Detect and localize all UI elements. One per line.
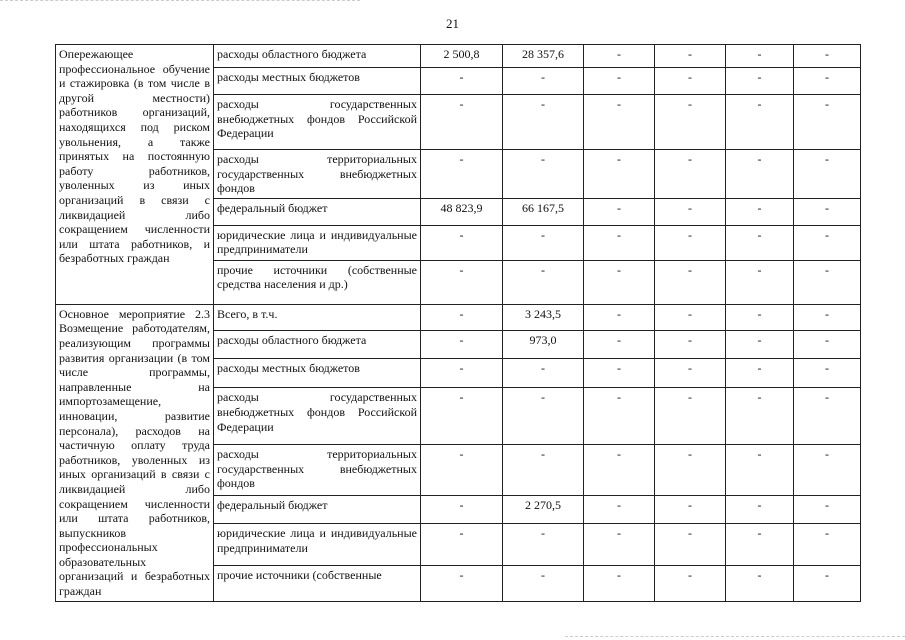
amount-cell: 973,0 [503,330,584,358]
amount-cell: - [655,198,726,225]
amount-cell: - [655,225,726,260]
amount-cell: - [726,495,794,523]
amount-cell: - [794,260,861,304]
funding-source: юридические лица и индивидуальные предприниматели [214,524,421,566]
amount-cell: - [794,225,861,260]
amount-cell: - [655,304,726,330]
amount-cell: - [655,95,726,150]
amount-cell: - [655,330,726,358]
amount-cell: - [726,198,794,225]
amount-cell: - [503,388,584,444]
amount-cell: - [726,330,794,358]
amount-cell: - [421,260,503,304]
amount-cell: - [726,260,794,304]
amount-cell: - [655,260,726,304]
amount-cell: - [655,150,726,199]
amount-cell: - [794,198,861,225]
amount-cell: - [655,45,726,68]
funding-source: федеральный бюджет [214,495,421,523]
funding-source: расходы территориальных государственных внебюджетных фондов [214,150,421,199]
amount-cell: - [421,388,503,444]
funding-source: расходы областного бюджета [214,330,421,358]
amount-cell: - [421,330,503,358]
amount-cell: - [655,359,726,388]
amount-cell: - [726,45,794,68]
amount-cell: - [726,524,794,566]
amount-cell: - [584,330,655,358]
amount-cell: - [655,566,726,602]
amount-cell: - [421,495,503,523]
amount-cell: - [726,304,794,330]
amount-cell: - [584,359,655,388]
funding-source: расходы государственных внебюджетных фондов Российской Федерации [214,95,421,150]
amount-cell: - [655,444,726,495]
funding-source: расходы местных бюджетов [214,359,421,388]
amount-cell: - [794,45,861,68]
amount-cell: - [503,260,584,304]
funding-table [55,44,861,602]
amount-cell: - [421,150,503,199]
amount-cell: - [584,150,655,199]
amount-cell: - [584,495,655,523]
amount-cell: - [726,95,794,150]
amount-cell: - [794,524,861,566]
funding-source: Всего, в т.ч. [214,304,421,330]
amount-cell: - [584,444,655,495]
amount-cell: - [584,198,655,225]
amount-cell: - [726,566,794,602]
amount-cell: - [421,95,503,150]
amount-cell: - [421,524,503,566]
amount-cell: - [584,45,655,68]
funding-source: расходы территориальных государственных внебюджетных фондов [214,444,421,495]
amount-cell: - [421,566,503,602]
amount-cell: - [421,359,503,388]
amount-cell: - [584,95,655,150]
amount-cell: - [584,388,655,444]
funding-source: федеральный бюджет [214,198,421,225]
amount-cell: 28 357,6 [503,45,584,68]
amount-cell: - [655,388,726,444]
amount-cell: - [503,225,584,260]
amount-cell: - [584,225,655,260]
amount-cell: 3 243,5 [503,304,584,330]
funding-source: расходы областного бюджета [214,45,421,68]
amount-cell: - [726,359,794,388]
amount-cell: - [655,68,726,95]
amount-cell: - [794,495,861,523]
activity-description: Основное мероприятие 2.3 Возмещение работодателям, реализующим программы развития организации (в том числе программы, направленные на импортозамещение, инновации, развитие персонала), расходов на частичную оплату труда работников, уволенных из иных организаций в связи с ликвидацией либо сокращением численности или штата работников, выпускников профессиональных образовательных организаций и безработных граждан [56,304,214,601]
amount-cell: 48 823,9 [421,198,503,225]
amount-cell: - [584,304,655,330]
amount-cell: - [794,150,861,199]
amount-cell: - [794,68,861,95]
activity-description: Опережающее профессиональное обучение и стажировка (в том числе в другой местности) работников организаций, находящихся под риском увольнения, а также принятых на постоянную работу работников, уволенных из иных организаций в связи с ликвидацией либо сокращением численности или штата работников, и безработных граждан [56,45,214,305]
funding-source: юридические лица и индивидуальные предприниматели [214,225,421,260]
amount-cell: - [584,524,655,566]
table-row [56,45,861,68]
amount-cell: - [655,495,726,523]
amount-cell: - [503,150,584,199]
scan-edge-top [0,0,360,2]
amount-cell: - [726,225,794,260]
table-row [56,304,861,330]
amount-cell: - [726,444,794,495]
amount-cell: - [794,304,861,330]
amount-cell: - [421,225,503,260]
page-number: 21 [446,16,459,31]
amount-cell: - [421,444,503,495]
amount-cell: - [655,524,726,566]
amount-cell: - [503,68,584,95]
amount-cell: 66 167,5 [503,198,584,225]
amount-cell: - [794,566,861,602]
amount-cell: 2 500,8 [421,45,503,68]
amount-cell: - [726,68,794,95]
funding-source: прочие источники (собственные средства населения и др.) [214,260,421,304]
funding-source: расходы государственных внебюджетных фондов Российской Федерации [214,388,421,444]
amount-cell: - [503,566,584,602]
amount-cell: - [503,524,584,566]
amount-cell: - [584,260,655,304]
amount-cell: - [794,444,861,495]
amount-cell: 2 270,5 [503,495,584,523]
scan-edge-bottom [565,636,905,638]
amount-cell: - [503,359,584,388]
amount-cell: - [726,150,794,199]
amount-cell: - [503,444,584,495]
amount-cell: - [584,68,655,95]
amount-cell: - [794,388,861,444]
amount-cell: - [794,95,861,150]
amount-cell: - [421,304,503,330]
funding-source: расходы местных бюджетов [214,68,421,95]
amount-cell: - [503,95,584,150]
amount-cell: - [421,68,503,95]
amount-cell: - [584,566,655,602]
funding-source: прочие источники (собственные [214,566,421,602]
amount-cell: - [794,330,861,358]
amount-cell: - [726,388,794,444]
amount-cell: - [794,359,861,388]
